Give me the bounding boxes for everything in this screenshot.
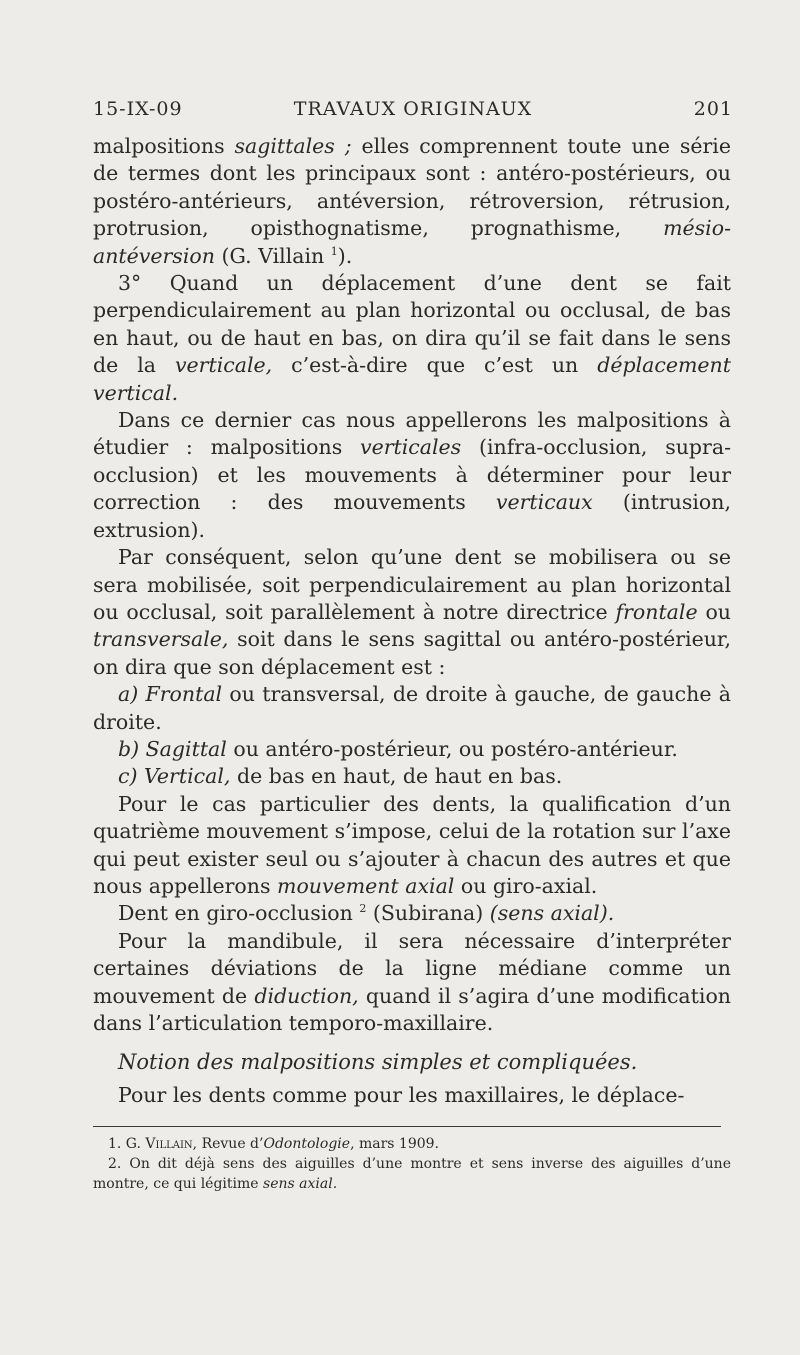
paragraph bbox=[93, 928, 731, 1038]
italic-term: Frontal bbox=[138, 682, 223, 707]
paragraph bbox=[93, 900, 731, 927]
header-section-title: TRAVAUX ORIGINAUX bbox=[293, 98, 533, 120]
text-run: 1. G. bbox=[108, 1136, 146, 1152]
italic-term: déplacement vertical. bbox=[93, 353, 731, 405]
text-run: quand il s’agira d’une modification dans l’articulation temporo-maxillaire. bbox=[93, 983, 731, 1035]
text-run: (Subirana) bbox=[366, 901, 490, 926]
header-date: 15-IX-09 bbox=[93, 98, 183, 120]
main-text bbox=[93, 133, 731, 1109]
footnote-1 bbox=[93, 1134, 731, 1154]
text-run: (intrusion, extrusion). bbox=[93, 490, 731, 542]
section-heading: Notion des malpositions simples et compliquées. bbox=[118, 1050, 638, 1075]
text-run: malpositions bbox=[93, 134, 235, 158]
text-run: Dans ce dernier cas nous appellerons les malpositions à étudier : malpositions bbox=[93, 408, 731, 460]
italic-term: Sagittal bbox=[139, 736, 227, 761]
text-run: 2. On dit déjà sens des aiguilles d’une montre et sens inverse des aiguilles d’une montre, ce qui légitime bbox=[93, 1156, 731, 1192]
text-run: ou bbox=[697, 599, 731, 624]
italic-term: verticale, bbox=[174, 353, 273, 378]
footnote-ref: 2 bbox=[359, 902, 367, 916]
footnotes bbox=[93, 1134, 731, 1194]
page-number: 201 bbox=[693, 98, 733, 120]
text-run: , Revue d’ bbox=[192, 1136, 264, 1152]
text-run: elles comprennent toute une série de termes dont les principaux sont : antéro-postérieurs, ou postéro-antérieurs, antéversion, rétroversion, rétrusion, protrusion, opisthognatisme, prognathisme, bbox=[93, 134, 731, 241]
paragraph: Pour les dents comme pour les maxillaires, le déplace- bbox=[118, 1082, 685, 1107]
text-run: ou giro-axial. bbox=[454, 873, 598, 898]
list-item-a bbox=[93, 681, 731, 736]
text-run: Dent en giro-occlusion bbox=[118, 901, 360, 926]
text-run: soit dans le sens sagittal ou antéro-postérieur, on dira que son déplacement est : bbox=[93, 627, 731, 679]
paragraph bbox=[93, 544, 731, 681]
footnote-2 bbox=[93, 1154, 731, 1194]
paragraph bbox=[93, 133, 731, 270]
running-header bbox=[93, 98, 733, 128]
italic-term: mouvement axial bbox=[277, 873, 455, 898]
list-item-b bbox=[93, 736, 731, 763]
italic-term: verticales bbox=[359, 435, 462, 460]
text-run: (G. Villain bbox=[214, 243, 331, 268]
italic-term: mésio-antéversion bbox=[93, 216, 731, 268]
footnote-ref: 1 bbox=[330, 244, 338, 258]
italic-term: Vertical, bbox=[137, 764, 231, 789]
paragraph bbox=[93, 791, 731, 901]
italic-term: diduction, bbox=[254, 983, 359, 1008]
text-run: (infra-occlusion, supra-occlusion) et les mouvements à déterminer pour leur correction : des mouvements bbox=[93, 435, 731, 515]
journal-title: Odontologie bbox=[263, 1136, 351, 1152]
list-item-c bbox=[93, 763, 731, 790]
text-run: c’est-à-dire que c’est un bbox=[272, 353, 598, 378]
italic-term: frontale bbox=[615, 599, 698, 624]
text-run: ou transversal, de droite à gauche, de gauche à droite. bbox=[93, 682, 732, 734]
list-letter: c) bbox=[118, 764, 138, 789]
italic-term: sens axial. bbox=[263, 1176, 338, 1192]
text-run: Pour la mandibule, il sera nécessaire d’interpréter certaines déviations de la ligne médiane comme un mouvement de bbox=[93, 928, 731, 1008]
paragraph bbox=[93, 407, 731, 544]
list-letter: a) bbox=[118, 682, 139, 707]
list-letter: b) bbox=[118, 736, 140, 761]
text-run: ou antéro-postérieur, ou postéro-antérieur. bbox=[226, 736, 678, 761]
italic-term: transversale, bbox=[93, 627, 229, 652]
footnote-divider bbox=[93, 1126, 721, 1127]
italic-term: verticaux bbox=[495, 490, 593, 515]
author-name: Villain bbox=[145, 1136, 193, 1152]
text-run: ). bbox=[337, 243, 353, 268]
paragraph bbox=[93, 270, 731, 407]
italic-term: sagittales ; bbox=[234, 134, 352, 158]
text-run: Par conséquent, selon qu’une dent se mobilisera ou se sera mobilisée, soit perpendiculairement au plan horizontal ou occlusal, soit parallèlement à notre directrice bbox=[93, 545, 731, 624]
italic-term: (sens axial). bbox=[489, 901, 615, 926]
text-run: de bas en haut, de haut en bas. bbox=[230, 764, 563, 789]
text-run: Pour le cas particulier des dents, la qualification d’un quatrième mouvement s’impose, celui de la rotation sur l’axe qui peut exister seul ou s’ajouter à chacun des autres et que nous appellerons bbox=[93, 791, 731, 898]
text-run: , mars 1909. bbox=[350, 1136, 439, 1152]
text-run: 3° Quand un déplacement d’une dent se fait perpendiculairement au plan horizontal ou occlusal, de bas en haut, ou de haut en bas, on dira qu’il se fait dans le sens de la bbox=[93, 271, 731, 378]
